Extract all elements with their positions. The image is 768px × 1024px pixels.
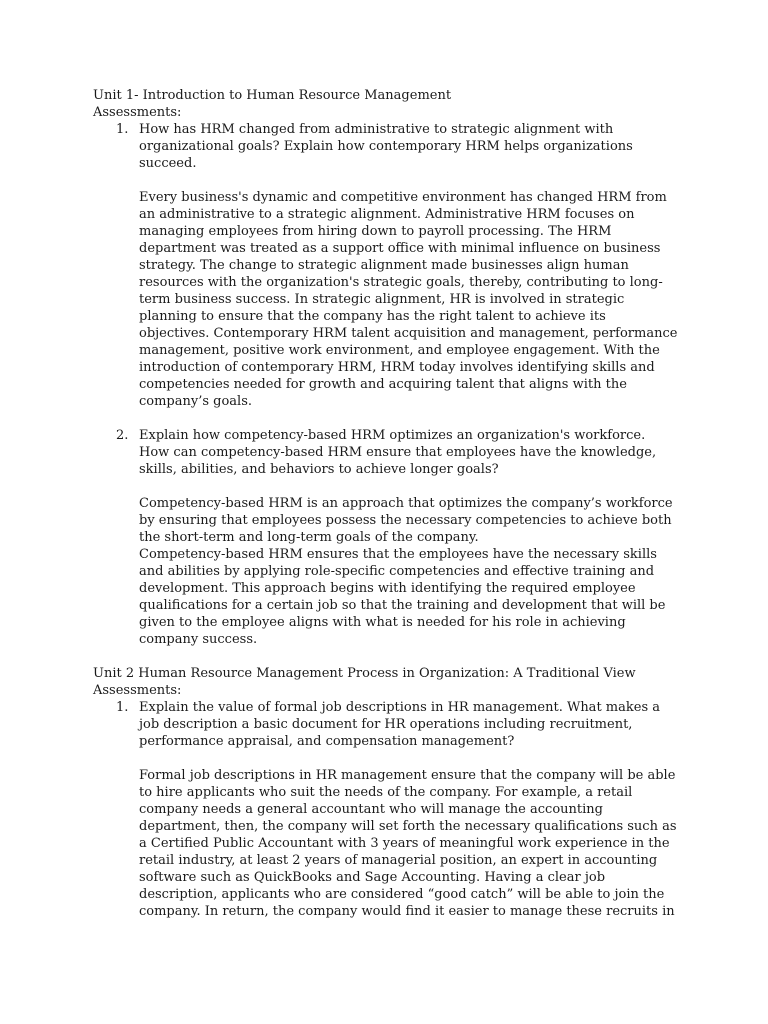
unit1-question-2 — [93, 427, 678, 648]
unit2-assessments-label: Assessments: — [93, 683, 182, 698]
unit2-title: Unit 2 Human Resource Management Process in Organization: A Traditional View — [93, 666, 636, 681]
unit1-title: Unit 1- Introduction to Human Resource Management — [93, 88, 452, 103]
unit2-question-1 — [93, 699, 678, 920]
answer-paragraph-1: Competency-based HRM is an approach that optimizes the company’s workforce by ensuring that employees possess the necessary competencies to achieve both the short-term and long-term goals of the company. — [139, 496, 673, 545]
unit1-question-1 — [93, 121, 678, 410]
list-number: 1. — [116, 700, 129, 715]
list-number: 1. — [116, 122, 129, 137]
answer-text: Every business's dynamic and competitive environment has changed HRM from an administrative to a strategic alignment. Administrative HRM focuses on managing employees from hiring down to payroll processing. The HRM department was treated as a support office with minimal influence on business strategy. The change to strategic alignment made businesses align human resources with the organization's strategic goals, thereby, contributing to long-term business success. In strategic alignment, HR is involved in strategic planning to ensure that the company has the right talent to achieve its objectives. Contemporary HRM talent acquisition and management, performance management, positive work environment, and employee engagement. With the introduction of contemporary HRM, HRM today involves identifying skills and competencies needed for growth and acquiring talent that aligns with the company’s goals. — [139, 190, 678, 409]
answer-text: Formal job descriptions in HR management ensure that the company will be able to hire applicants who suit the needs of the company. For example, a retail company needs a general accountant who will manage the accounting department, then, the company will set forth the necessary qualifications such as a Certified Public Accountant with 3 years of meaningful work experience in the retail industry, at least 2 years of managerial position, an expert in accounting software such as QuickBooks and Sage Accounting. Having a clear job description, applicants who are considered “good catch” will be able to join the company. In return, the company would find it easier to manage these recruits in — [139, 768, 677, 919]
document-body — [93, 87, 678, 920]
answer-paragraph-2: Competency-based HRM ensures that the employees have the necessary skills and abilities by applying role-specific competencies and effective training and development. This approach begins with identifying the required employee qualifications for a certain job so that the training and development that will be given to the employee aligns with what is needed for his role in achieving company success. — [139, 547, 666, 647]
question-text: How has HRM changed from administrative to strategic alignment with organizational goals? Explain how contemporary HRM helps organizations succeed. — [139, 122, 633, 171]
question-text: Explain how competency-based HRM optimizes an organization's workforce. How can competency-based HRM ensure that employees have the knowledge, skills, abilities, and behaviors to achieve longer goals? — [139, 428, 657, 477]
unit1-assessments-label: Assessments: — [93, 105, 182, 120]
list-number: 2. — [116, 428, 129, 443]
question-text: Explain the value of formal job descriptions in HR management. What makes a job description a basic document for HR operations including recruitment, performance appraisal, and compensation management? — [139, 700, 660, 749]
